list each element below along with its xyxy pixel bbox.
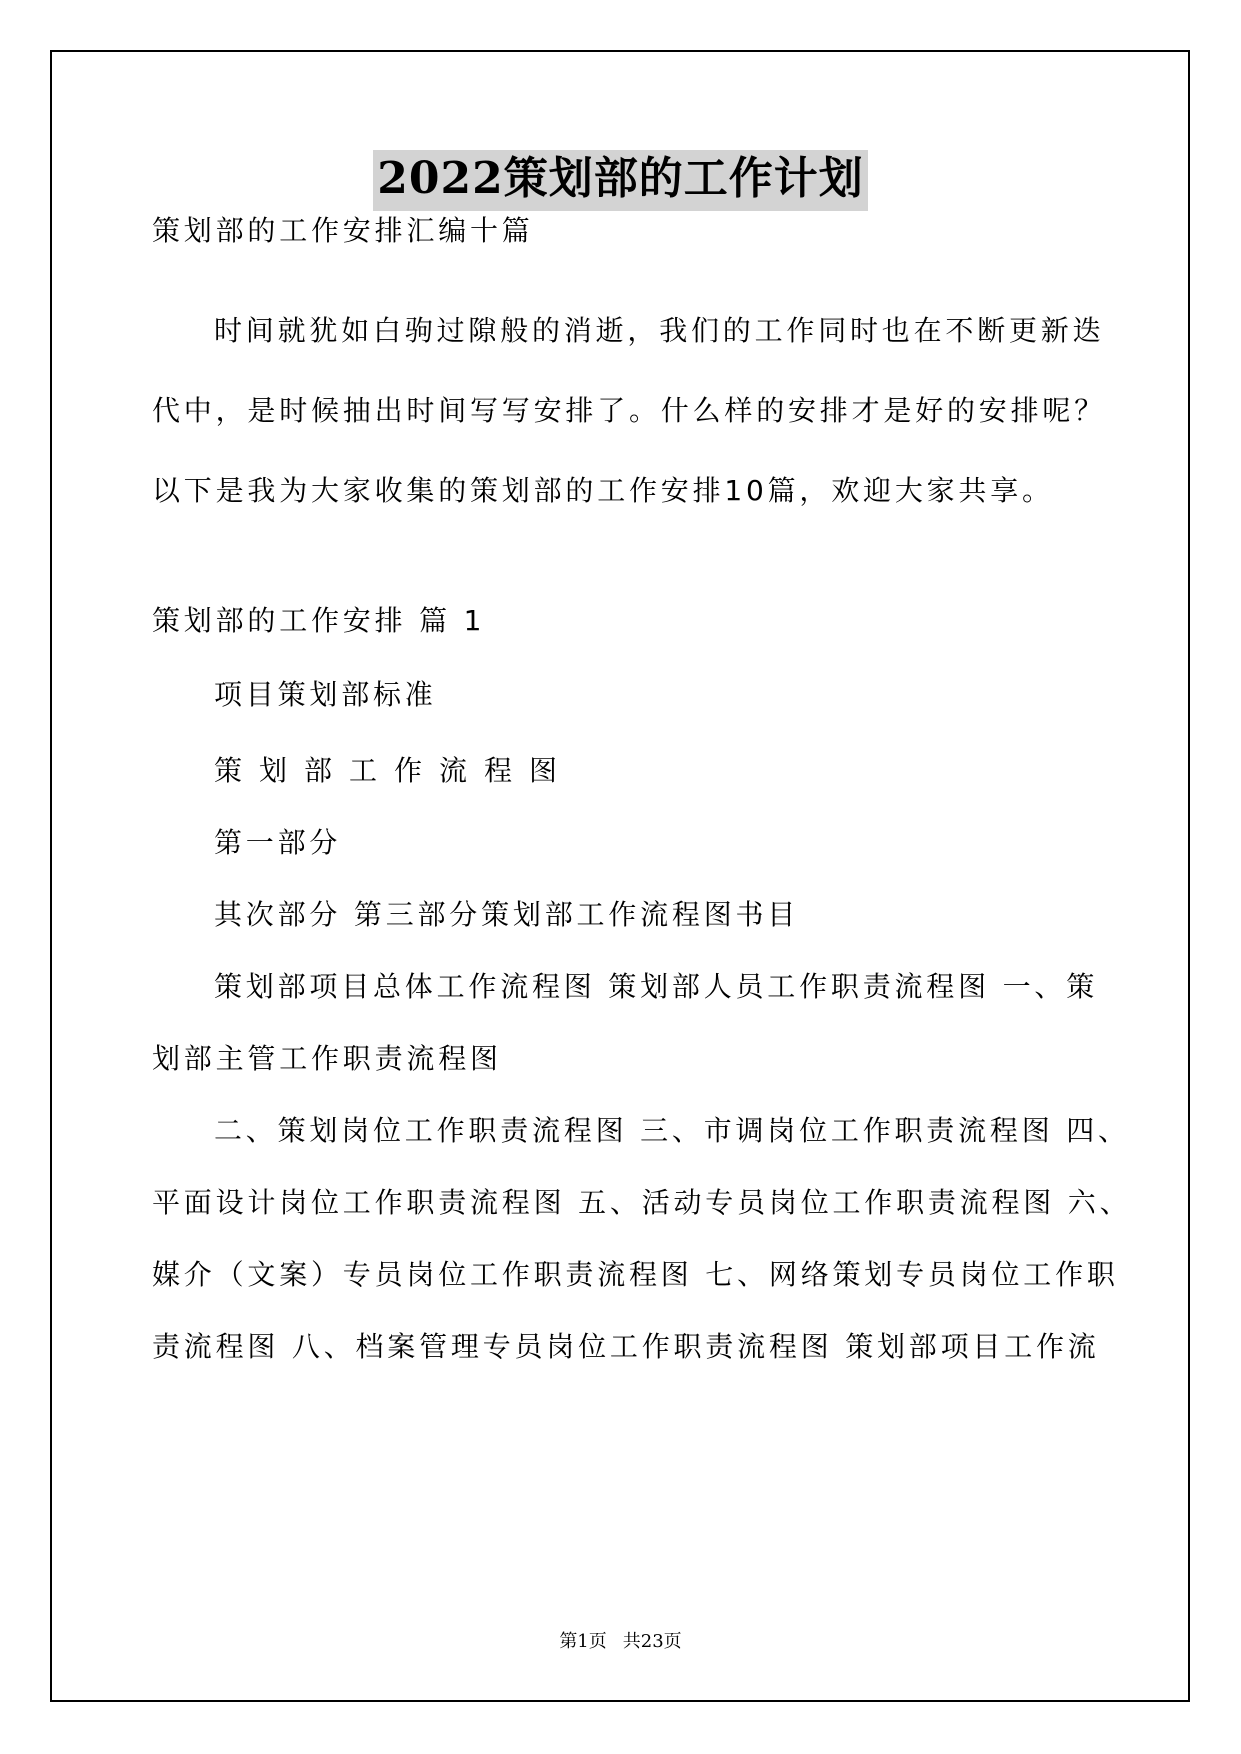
intro-line: 代中，是时候抽出时间写写安排了。什么样的安排才是好的安排呢？ <box>152 394 1107 427</box>
section-heading: 策划部的工作安排 篇 1 <box>152 604 486 637</box>
subtitle: 策划部的工作安排汇编十篇 <box>152 214 534 247</box>
section-line: 策划部项目总体工作流程图 策划部人员工作职责流程图 一、策 <box>214 970 1099 1003</box>
section-line: 第一部分 <box>214 826 342 859</box>
section-line: 策划部工作流程图 <box>214 754 575 787</box>
section-line: 二、策划岗位工作职责流程图 三、市调岗位工作职责流程图 四、 <box>214 1114 1130 1147</box>
page-total: 共23页 <box>622 1631 682 1652</box>
section-line: 责流程图 八、档案管理专员岗位工作职责流程图 策划部项目工作流 <box>152 1330 1100 1363</box>
intro-paragraph <box>152 291 1107 531</box>
document-title: 2022策划部的工作计划 <box>373 150 867 211</box>
section-line: 划部主管工作职责流程图 <box>152 1042 502 1075</box>
intro-line: 时间就犹如白驹过隙般的消逝，我们的工作同时也在不断更新迭 <box>214 314 1105 347</box>
section-line: 项目策划部标准 <box>214 678 437 711</box>
section-line: 其次部分 第三部分策划部工作流程图书目 <box>214 898 800 931</box>
section-line: 平面设计岗位工作职责流程图 五、活动专员岗位工作职责流程图 六、 <box>152 1186 1132 1219</box>
section-body <box>152 655 1132 1383</box>
intro-line: 以下是我为大家收集的策划部的工作安排10篇，欢迎大家共享。 <box>152 474 1054 507</box>
page-footer <box>0 1627 1241 1653</box>
page-number: 第1页 <box>559 1631 607 1652</box>
section-line: 媒介（文案）专员岗位工作职责流程图 七、网络策划专员岗位工作职 <box>152 1258 1119 1291</box>
